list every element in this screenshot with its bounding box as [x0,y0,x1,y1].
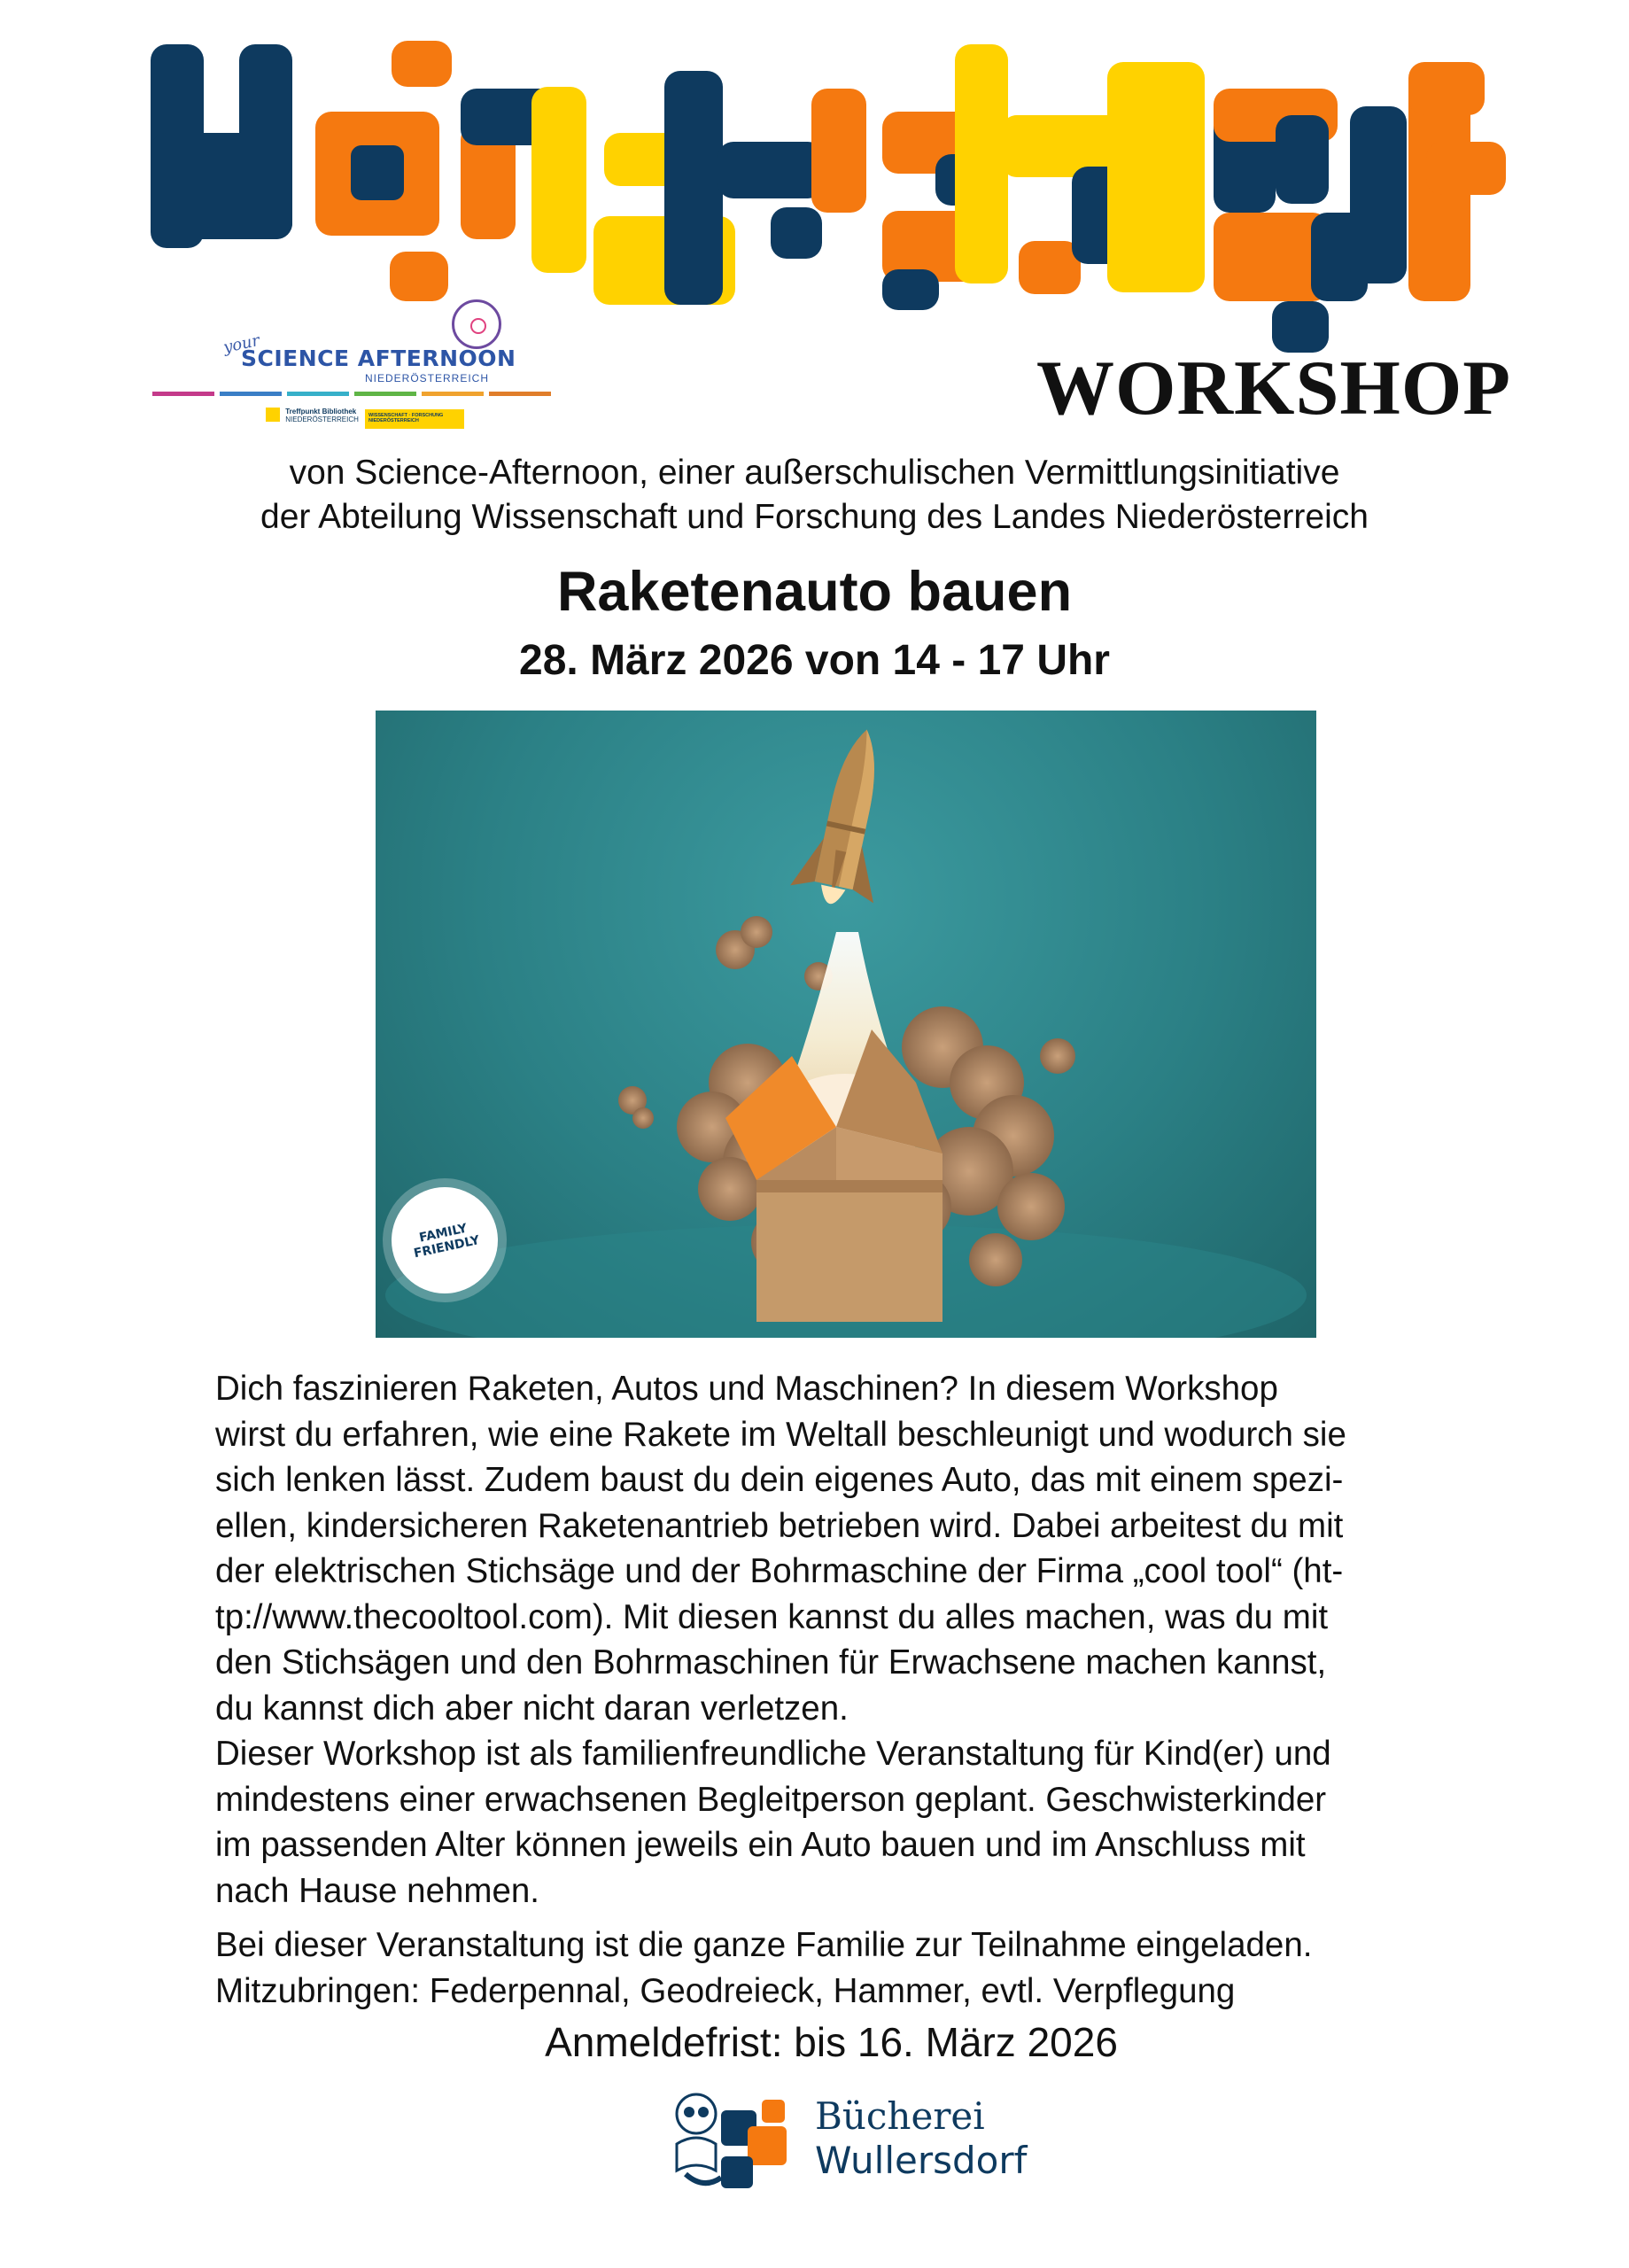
logo-title: SCIENCE AFTERNOON [241,346,516,371]
rocket [788,721,909,913]
treffpunkt-logo: Treffpunkt Bibliothek NIEDERÖSTERREICH [266,408,359,423]
library-name-line-2: Wullersdorf [815,2139,1028,2182]
bookworm-icon [659,2082,801,2197]
wissenschaft-forschung-logo: WISSENSCHAFT · FORSCHUNG NIEDERÖSTERREICH [365,409,464,429]
science-afternoon-logo [152,299,560,441]
event-title: Raketenauto bauen [556,561,1073,623]
rocket-launch-image [376,711,1316,1338]
workshop-heading: WORKSHOP [1036,346,1512,431]
description-paragraph-2: Dieser Workshop ist als familienfreundliche Veranstaltung für Kind(er) und mindestens einer erwachsenen Begleitperson geplant. Geschwisterkinder im passenden Alter können jeweils ein Auto bauen und im Anschluss mit nach Hause nehmen. [215,1735,1331,1910]
library-logo [659,2082,1067,2197]
library-name-line-1: Bücherei [815,2094,985,2138]
description-paragraph-1: Dich faszinieren Raketen, Autos und Maschinen? In diesem Workshop wirst du erfahren, wie eine Rakete im Weltall beschleunigt und wodurch sie sich lenken lässt. Zudem baust du dein eigenes Auto, das mit einem spezi- ellen, kindersicheren Raketenantrieb betrieben wird. Dabei arbeitest du mit der elektrischen Stichsäge und der Bohrmaschine der Firma „cool tool“ (ht- tp://www.thecooltool.com). Mit diesen kannst du alles machen, was du mit den Stichsägen und den Bohrmaschinen für Erwachsene machen kannst, du kannst dich aber nicht daran verletzen. [215,1370,1346,1728]
registration-deadline: Anmeldefrist: bis 16. März 2026 [545,2019,1118,2065]
intro-line-1: von Science-Afternoon, einer außerschulischen Vermittlungsinitiative [289,454,1340,492]
family-friendly-badge [392,1187,498,1293]
event-date: 28. März 2026 von 14 - 17 Uhr [519,637,1110,684]
color-wheel-icon [452,299,501,349]
rocket-box-illustration [376,711,1316,1338]
description [215,1366,1500,2014]
logo-script: your [221,330,261,358]
family-friendly-text: FAMILY FRIENDLY [412,1221,481,1262]
description-paragraph-3: Bei dieser Veranstaltung ist die ganze Familie zur Teilnahme eingeladen. Mitzubringen: Federpennal, Geodreieck, Hammer, evtl. Verpflegung [215,1926,1313,2010]
intro-line-2: der Abteilung Wissenschaft und Forschung des Landes Niederösterreich [260,498,1369,536]
logo-subtitle: NIEDERÖSTERREICH [365,372,490,384]
